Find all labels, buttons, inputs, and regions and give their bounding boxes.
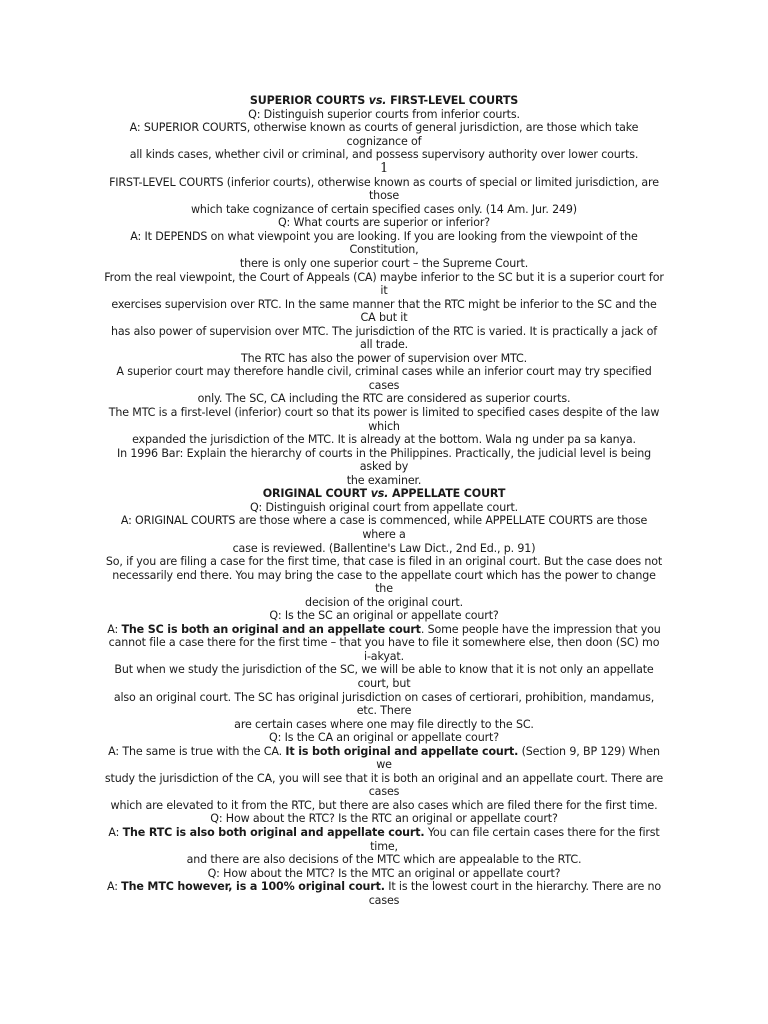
text-line: all trade. bbox=[359, 338, 409, 352]
text-line: cases bbox=[368, 893, 400, 907]
paragraph-superior-courts bbox=[86, 108, 682, 162]
text-line: where a bbox=[362, 527, 406, 541]
paragraph-sc-jurisdiction bbox=[86, 636, 682, 744]
text-line: i-akyat. bbox=[364, 649, 404, 663]
paragraph-mtc-jurisdiction bbox=[86, 894, 682, 908]
document-body bbox=[86, 94, 682, 907]
text-line: which bbox=[368, 419, 400, 433]
text-line: etc. There bbox=[356, 704, 412, 718]
paragraph-rtc-jurisdiction bbox=[86, 840, 682, 881]
text-line: cannot file a case there for the first time – that you have to file it somewhere else, then doon (SC) mo bbox=[108, 636, 660, 650]
text-line: Q: Distinguish original court from appellate court. bbox=[249, 500, 519, 514]
text-line: asked by bbox=[359, 460, 409, 474]
text-line: expanded the jurisdiction of the MTC. It is already at the bottom. Wala ng under pa sa kanya. bbox=[132, 433, 636, 447]
text-line: The MTC is a first-level (inferior) court so that its power is limited to specified cases despite of the law bbox=[108, 406, 660, 420]
paragraph-first-level-courts bbox=[86, 176, 682, 488]
text-line: also an original court. The SC has original jurisdiction on cases of certiorari, prohibition, mandamus, bbox=[113, 690, 655, 704]
text-line: decision of the original court. bbox=[305, 595, 463, 609]
text-line: we bbox=[376, 758, 392, 772]
text-line: time, bbox=[370, 839, 398, 853]
text-line: So, if you are filing a case for the first time, that case is filed in an original court. But the case does not bbox=[105, 555, 663, 569]
text-line: Q: Distinguish superior courts from inferior courts. bbox=[248, 107, 520, 121]
text-line: which take cognizance of certain specified cases only. (14 Am. Jur. 249) bbox=[191, 202, 577, 216]
text-line: But when we study the jurisdiction of the SC, we will be able to know that it is not only an appellate bbox=[114, 663, 654, 677]
page-number: 1 bbox=[379, 160, 389, 176]
paragraph-ca-jurisdiction bbox=[86, 758, 682, 826]
section-heading-superior-vs-first-level: SUPERIOR COURTS vs. FIRST-LEVEL COURTS bbox=[249, 94, 519, 107]
text-line: Q: How about the RTC? Is the RTC an original or appellate court? bbox=[210, 812, 558, 826]
text-line: has also power of supervision over MTC. The jurisdiction of the RTC is varied. It is practically a jack of bbox=[111, 324, 657, 338]
text-line: A superior court may therefore handle civil, criminal cases while an inferior court may try specified bbox=[116, 365, 652, 379]
text-line: and there are also decisions of the MTC which are appealable to the RTC. bbox=[186, 853, 582, 867]
text-line: all kinds cases, whether civil or criminal, and possess supervisory authority over lower courts. bbox=[129, 148, 639, 162]
text-line: A: ORIGINAL COURTS are those where a case is commenced, while APPELLATE COURTS are those bbox=[120, 514, 648, 528]
text-line: The RTC has also the power of supervision over MTC. bbox=[240, 351, 527, 365]
text-line: cases bbox=[368, 378, 400, 392]
text-line: exercises supervision over RTC. In the same manner that the RTC might be inferior to the SC and the bbox=[111, 297, 657, 311]
text-line: Q: What courts are superior or inferior? bbox=[277, 216, 491, 230]
text-line: cases bbox=[368, 785, 400, 799]
text-line: the bbox=[375, 582, 393, 596]
text-line: FIRST-LEVEL COURTS (inferior courts), otherwise known as courts of special or limited jurisdiction, are bbox=[109, 175, 659, 189]
text-line: Q: How about the MTC? Is the MTC an original or appellate court? bbox=[207, 866, 561, 880]
text-line: there is only one superior court – the Supreme Court. bbox=[239, 257, 529, 271]
text-line: court, but bbox=[357, 676, 411, 690]
text-line: Constitution, bbox=[349, 243, 419, 257]
paragraph-original-court bbox=[86, 501, 682, 623]
text-line: Q: Is the SC an original or appellate court? bbox=[269, 609, 499, 623]
answer-sc-line: A: The SC is both an original and an appellate court. Some people have the impression that you bbox=[107, 622, 661, 636]
text-line: In 1996 Bar: Explain the hierarchy of courts in the Philippines. Practically, the judicial level is being bbox=[116, 446, 652, 460]
text-line: case is reviewed. (Ballentine's Law Dict., 2nd Ed., p. 91) bbox=[232, 541, 536, 555]
answer-mtc-line: A: The MTC however, is a 100% original court. It is the lowest court in the hierarchy. There are no bbox=[106, 880, 662, 894]
text-line: only. The SC, CA including the RTC are considered as superior courts. bbox=[197, 392, 571, 406]
text-line: which are elevated to it from the RTC, but there are also cases which are filed there for the first time. bbox=[110, 798, 658, 812]
text-line: those bbox=[368, 189, 400, 203]
section-heading-original-vs-appellate: ORIGINAL COURT vs. APPELLATE COURT bbox=[262, 487, 506, 501]
text-line: are certain cases where one may file directly to the SC. bbox=[234, 717, 534, 731]
text-line: From the real viewpoint, the Court of Appeals (CA) maybe inferior to the SC but it is a superior court for bbox=[104, 270, 664, 284]
text-line: A: It DEPENDS on what viewpoint you are looking. If you are looking from the viewpoint of the bbox=[130, 229, 638, 243]
text-line: the examiner. bbox=[346, 473, 422, 487]
text-line: necessarily end there. You may bring the case to the appellate court which has the power to change bbox=[112, 568, 656, 582]
text-line: it bbox=[380, 284, 388, 298]
text-line: A: SUPERIOR COURTS, otherwise known as courts of general jurisdiction, are those which take bbox=[129, 121, 639, 135]
answer-ca-line: A: The same is true with the CA. It is both original and appellate court. (Section 9, BP 129) When bbox=[108, 744, 660, 758]
text-line: CA but it bbox=[360, 311, 408, 325]
answer-rtc-line: A: The RTC is also both original and appellate court. You can file certain cases there for the first bbox=[108, 825, 660, 839]
text-line: study the jurisdiction of the CA, you will see that it is both an original and an appellate court. There are bbox=[104, 771, 664, 785]
text-line: cognizance of bbox=[346, 134, 422, 148]
text-line: Q: Is the CA an original or appellate court? bbox=[269, 731, 499, 745]
